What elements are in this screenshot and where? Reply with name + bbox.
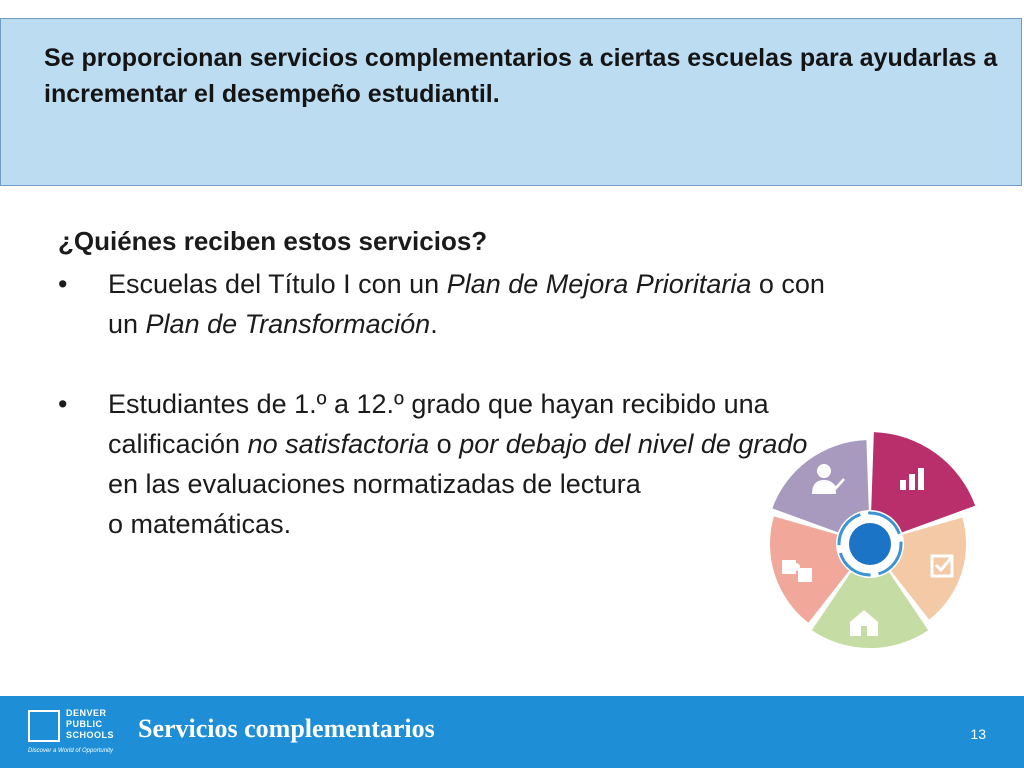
center-circle — [849, 523, 891, 565]
school-building-icon — [28, 710, 60, 742]
bullet-item-schools: • Escuelas del Título I con un Plan de Mejora Prioritaria o con un Plan de Transformación. — [58, 264, 838, 344]
denver-public-schools-logo: DENVER PUBLIC SCHOOLS Discover a World of Opportunity — [28, 708, 115, 754]
bullet-icon: • — [58, 269, 68, 299]
page-number: 13 — [970, 726, 986, 742]
footer-title: Servicios complementarios — [138, 714, 435, 743]
main-content — [58, 222, 838, 544]
header-text: Se proporcionan servicios complementarios a ciertas escuelas para ayudarlas a incrementar el desempeño estudiantil. — [44, 44, 998, 108]
bullet-icon: • — [58, 389, 68, 419]
footer-bar — [0, 696, 1024, 768]
services-cycle-graphic — [746, 418, 986, 666]
bullet-item-students: • Estudiantes de 1.º a 12.º grado que hayan recibido una calificación no satisfactoria o por debajo del nivel de grado en las evaluaciones normatizadas de lectura o matemáticas. — [58, 384, 838, 544]
question-heading: ¿Quiénes reciben estos servicios? — [58, 226, 488, 256]
